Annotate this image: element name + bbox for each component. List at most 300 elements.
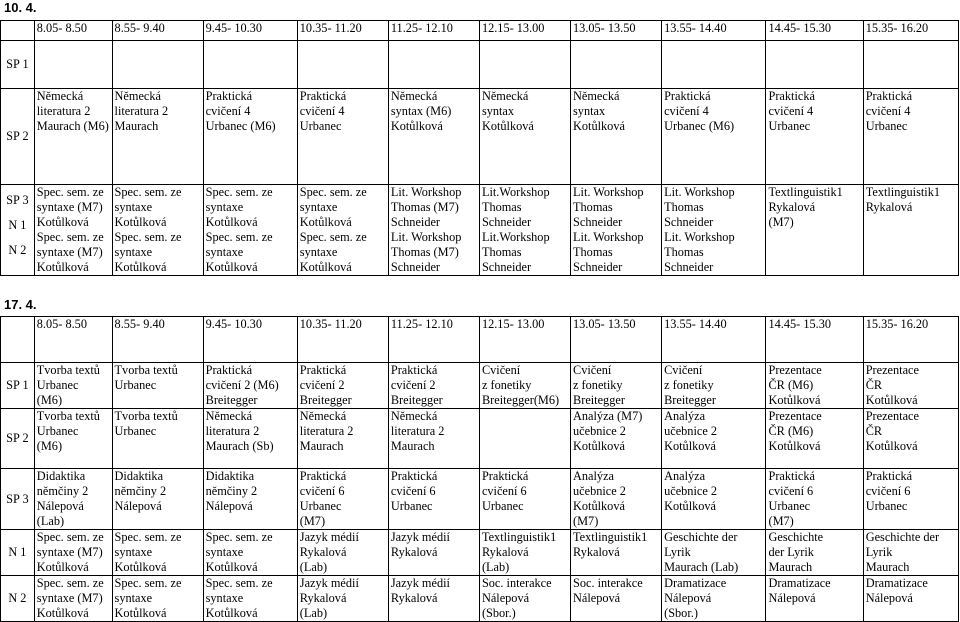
cell-line: Kotůlková (36, 260, 89, 274)
cell-line: cvičení 6 (390, 484, 436, 498)
cell-line: Breitegger (205, 393, 258, 407)
cell-line: Thomas (573, 245, 613, 259)
cell-line: Urbanec (865, 119, 908, 133)
cell-line: (Lab) (481, 560, 510, 574)
cell-line: Didaktika (114, 469, 164, 483)
time-slot-header: 13.05- 13.50 (571, 21, 662, 41)
cell-line: Kotůlková (481, 119, 534, 133)
group-label-text: N 2 (8, 242, 27, 257)
group-label (1, 89, 35, 185)
timetable-cell (203, 576, 297, 622)
cell-line: cvičení 2 (M6) (205, 378, 279, 392)
cell-line: Kotůlková (114, 260, 167, 274)
time-slot-header: 8.55- 9.40 (112, 317, 203, 363)
cell-line: syntaxe (114, 245, 153, 259)
cell-line: Cvičení (481, 363, 521, 377)
timetable-cell (297, 469, 388, 530)
cell-line: Urbanec (114, 424, 157, 438)
cell-line: literatura 2 (114, 104, 169, 118)
timetable-cell (34, 363, 112, 409)
cell-line: syntax (573, 104, 606, 118)
cell-line: učebnice 2 (664, 424, 718, 438)
group-label-text: SP 1 (6, 378, 29, 392)
cell-line: němčiny 2 (114, 484, 167, 498)
cell-line: Lit. Workshop (664, 230, 735, 244)
cell-line: Nálepová (768, 591, 816, 605)
cell-line: Analýza (M7) (573, 409, 643, 423)
cell-line: Praktická (390, 363, 438, 377)
time-slot-header: 8.05- 8.50 (34, 21, 112, 41)
cell-line: Praktická (768, 89, 815, 103)
time-slot-header: 13.55- 14.40 (662, 317, 766, 363)
cell-line: (Lab) (299, 560, 328, 574)
group-label-text: N 1 (8, 217, 27, 232)
cell-line: Lyrik (865, 545, 893, 559)
cell-line: Německá (299, 409, 347, 423)
cell-line: Lit. Workshop (390, 185, 462, 199)
cell-line: syntaxe (205, 545, 244, 559)
group-label-text: N 1 (8, 545, 27, 559)
cell-line: Thomas (664, 200, 704, 214)
cell-line: učebnice 2 (573, 484, 626, 498)
cell-line: Textlinguistik1 (481, 530, 557, 544)
timetable-cell (388, 185, 479, 276)
cell-line: Didaktika (205, 469, 255, 483)
cell-line: syntaxe (M7) (36, 545, 103, 559)
cell-line: Německá (390, 89, 438, 103)
cell-line: Lit. Workshop (573, 230, 644, 244)
cell-line: Spec. sem. ze (205, 576, 273, 590)
cell-line: Breitegger (573, 393, 625, 407)
timetable-cell (34, 576, 112, 622)
cell-line: Kotůlková (205, 260, 258, 274)
cell-line: Německá (573, 89, 620, 103)
cell-line: Spec. sem. ze (36, 576, 104, 590)
cell-line: syntaxe (205, 591, 244, 605)
cell-line: Lit. Workshop (573, 185, 644, 199)
cell-line: Praktická (768, 469, 815, 483)
timetable-day-1 (0, 20, 959, 276)
timetable-cell (863, 469, 958, 530)
cell-line: Jazyk médií (299, 530, 359, 544)
timetable-cell (203, 409, 297, 469)
timetable-cell (297, 41, 388, 89)
group-label-text: SP 2 (6, 129, 29, 143)
cell-line: Kotůlková (573, 439, 625, 453)
time-slot-header: 12.15- 13.00 (479, 21, 570, 41)
cell-line: literatura 2 (205, 424, 260, 438)
time-header-row (1, 317, 959, 363)
timetable-cell (388, 469, 479, 530)
timetable-cell (662, 469, 766, 530)
time-slot-header: 8.55- 9.40 (112, 21, 203, 41)
cell-line: Spec. sem. ze (205, 230, 273, 244)
cell-line: Textlinguistik1 (768, 185, 843, 199)
cell-line: Urbanec (768, 119, 811, 133)
cell-line: Kotůlková (299, 260, 352, 274)
timetable-cell (34, 469, 112, 530)
cell-line: Geschichte der (865, 530, 940, 544)
cell-line: Cvičení (573, 363, 612, 377)
cell-line: Německá (114, 89, 161, 103)
cell-line: Textlinguistik1 (573, 530, 648, 544)
timetable-cell (34, 409, 112, 469)
cell-line: Schneider (481, 260, 532, 274)
cell-line: (Sbor.) (481, 606, 516, 620)
cell-line: Lit.Workshop (481, 185, 550, 199)
cell-line: (M7) (768, 514, 794, 528)
cell-line: cvičení 2 (299, 378, 345, 392)
cell-line: Rykalová (865, 200, 913, 214)
table-row (1, 409, 959, 469)
cell-line: z fonetiky (664, 378, 714, 392)
group-label-text: SP 1 (6, 57, 29, 71)
timetable-cell (479, 530, 570, 576)
timetable-cell (863, 89, 958, 185)
cell-line: Rykalová (299, 591, 347, 605)
cell-line: ČR (M6) (768, 378, 814, 392)
cell-line: cvičení 6 (768, 484, 814, 498)
cell-line: Breitegger (390, 393, 443, 407)
timetable-cell (662, 530, 766, 576)
cell-line: Kotůlková (390, 119, 443, 133)
group-label-text: N 2 (8, 591, 27, 605)
cell-line: Kotůlková (573, 119, 625, 133)
cell-line: Praktická (299, 89, 347, 103)
timetable-cell (388, 89, 479, 185)
timetable-cell (388, 530, 479, 576)
cell-line: učebnice 2 (573, 424, 626, 438)
table-row (1, 363, 959, 409)
cell-line: Lyrik (664, 545, 691, 559)
timetable-cell (571, 41, 662, 89)
cell-line: cvičení 6 (299, 484, 345, 498)
cell-line: z fonetiky (481, 378, 532, 392)
time-slot-header: 12.15- 13.00 (479, 317, 570, 363)
timetable-cell (203, 185, 297, 276)
cell-line: Jazyk médií (390, 530, 450, 544)
timetable-cell (766, 530, 863, 576)
cell-line: Nálepová (36, 499, 84, 513)
cell-line: Kotůlková (114, 560, 167, 574)
cell-line: Tvorba textů (36, 409, 100, 423)
timetable-cell (571, 185, 662, 276)
time-slot-header: 14.45- 15.30 (766, 317, 863, 363)
cell-line: cvičení 4 (664, 104, 709, 118)
cell-line: Spec. sem. ze (205, 185, 273, 199)
cell-line: Lit.Workshop (481, 230, 550, 244)
cell-line: cvičení 6 (481, 484, 527, 498)
table-row (1, 530, 959, 576)
time-slot-header: 11.25- 12.10 (388, 21, 479, 41)
cell-line: Spec. sem. ze (36, 185, 104, 199)
cell-line: Kotůlková (664, 499, 717, 513)
timetable-cell (863, 576, 958, 622)
timetable-cell (479, 409, 570, 469)
cell-line: Praktická (481, 469, 529, 483)
cell-line: syntaxe (M7) (36, 200, 103, 214)
timetable-day-2 (0, 316, 959, 622)
timetable-cell (662, 185, 766, 276)
timetable-cell (863, 41, 958, 89)
timetable-cell (297, 409, 388, 469)
cell-line: Nálepová (573, 591, 621, 605)
cell-line: Tvorba textů (36, 363, 100, 377)
cell-line: Breitegger(M6) (481, 393, 560, 407)
cell-line: Nálepová (664, 591, 712, 605)
cell-line: cvičení 2 (390, 378, 436, 392)
cell-line: Kotůlková (573, 499, 625, 513)
timetable-cell (34, 185, 112, 276)
cell-line: ČR (M6) (768, 424, 814, 438)
cell-line: (M6) (36, 439, 63, 453)
cell-line: Rykalová (390, 545, 438, 559)
timetable-cell (388, 41, 479, 89)
timetable-cell (766, 363, 863, 409)
cell-line: Geschichte (768, 530, 824, 544)
cell-line: Urbanec (M6) (664, 119, 735, 133)
group-label (1, 576, 35, 622)
timetable-cell (297, 530, 388, 576)
timetable-cell (479, 41, 570, 89)
cell-line: Prezentace (768, 363, 822, 377)
cell-line: literatura 2 (36, 104, 91, 118)
cell-line: Kotůlková (768, 393, 821, 407)
time-slot-header: 13.55- 14.40 (662, 21, 766, 41)
timetable-cell (479, 185, 570, 276)
day-title-2: 17. 4. (4, 297, 37, 312)
header-corner (1, 21, 35, 41)
cell-line: Urbanec (299, 119, 342, 133)
timetable-cell (571, 576, 662, 622)
cell-line: Schneider (573, 215, 623, 229)
cell-line: Praktická (865, 89, 913, 103)
time-header-row (1, 21, 959, 41)
cell-line: Thomas (573, 200, 613, 214)
cell-line: Breitegger (299, 393, 352, 407)
time-slot-header: 13.05- 13.50 (571, 317, 662, 363)
cell-line: Nálepová (205, 499, 253, 513)
time-slot-header: 15.35- 16.20 (863, 317, 958, 363)
time-slot-header: 8.05- 8.50 (34, 317, 112, 363)
cell-line: Urbanec (768, 499, 811, 513)
cell-line: Schneider (573, 260, 623, 274)
cell-line: Spec. sem. ze (299, 185, 367, 199)
cell-line: Německá (205, 409, 253, 423)
timetable-cell (388, 363, 479, 409)
cell-line: Prezentace (865, 363, 919, 377)
cell-line: Lit. Workshop (664, 185, 735, 199)
cell-line: Schneider (481, 215, 532, 229)
cell-line: Kotůlková (36, 215, 89, 229)
table-row (1, 41, 959, 89)
cell-line: Jazyk médií (390, 576, 450, 590)
cell-line: (M7) (299, 514, 326, 528)
cell-line: Maurach (Lab) (664, 560, 739, 574)
cell-line: syntaxe (M7) (36, 245, 103, 259)
cell-line: Schneider (390, 260, 441, 274)
cell-line: syntaxe (114, 200, 153, 214)
cell-line: (M6) (36, 393, 63, 407)
cell-line: Kotůlková (36, 560, 89, 574)
timetable-cell (203, 469, 297, 530)
timetable-cell (766, 469, 863, 530)
cell-line: Geschichte der (664, 530, 738, 544)
table-row (1, 185, 959, 276)
cell-line: Soc. interakce (573, 576, 643, 590)
cell-line: Prezentace (768, 409, 822, 423)
timetable-cell (297, 185, 388, 276)
time-slot-header: 11.25- 12.10 (388, 317, 479, 363)
cell-line: syntaxe (114, 545, 153, 559)
timetable-cell (203, 89, 297, 185)
cell-line: Kotůlková (299, 215, 352, 229)
cell-line: Urbanec (M6) (205, 119, 276, 133)
cell-line: Kotůlková (865, 439, 918, 453)
cell-line: Thomas (481, 245, 522, 259)
cell-line: Maurach (Sb) (205, 439, 274, 453)
timetable-cell (863, 530, 958, 576)
cell-line: Soc. interakce (481, 576, 552, 590)
cell-line: Praktická (664, 89, 711, 103)
cell-line: němčiny 2 (205, 484, 258, 498)
timetable-cell (112, 185, 203, 276)
table-row (1, 469, 959, 530)
time-slot-header: 10.35- 11.20 (297, 317, 388, 363)
cell-line: Analýza (573, 469, 614, 483)
group-label (1, 530, 35, 576)
cell-line: Schneider (664, 215, 714, 229)
timetable-cell (297, 363, 388, 409)
timetable-cell (571, 530, 662, 576)
cell-line: cvičení 4 (205, 104, 251, 118)
cell-line: cvičení 4 (299, 104, 345, 118)
cell-line: cvičení 4 (768, 104, 814, 118)
cell-line: Německá (481, 89, 529, 103)
cell-line: syntaxe (299, 200, 338, 214)
cell-line: Praktická (865, 469, 913, 483)
timetable-cell (662, 363, 766, 409)
cell-line: Kotůlková (114, 215, 167, 229)
cell-line: Schneider (390, 215, 441, 229)
timetable-cell (662, 41, 766, 89)
cell-line: Spec. sem. ze (114, 230, 182, 244)
cell-line: Maurach (M6) (36, 119, 109, 133)
cell-line: Praktická (299, 469, 347, 483)
cell-line: Urbanec (36, 424, 79, 438)
timetable-cell (388, 409, 479, 469)
cell-line: Maurach (865, 560, 910, 574)
cell-line: syntax (M6) (390, 104, 452, 118)
cell-line: Rykalová (481, 545, 529, 559)
cell-line: Spec. sem. ze (299, 230, 367, 244)
cell-line: Tvorba textů (114, 363, 178, 377)
cell-line: z fonetiky (573, 378, 623, 392)
cell-line: (Sbor.) (664, 606, 698, 620)
cell-line: Jazyk médií (299, 576, 359, 590)
cell-line: Urbanec (390, 499, 433, 513)
cell-line: (M7) (573, 514, 599, 528)
cell-line: Nálepová (481, 591, 530, 605)
cell-line: Schneider (664, 260, 714, 274)
cell-line: syntaxe (114, 591, 153, 605)
timetable-cell (479, 363, 570, 409)
group-label-text: SP 3 (6, 491, 29, 506)
timetable-cell (662, 576, 766, 622)
cell-line: Praktická (205, 89, 253, 103)
timetable-cell (766, 576, 863, 622)
cell-line: Praktická (390, 469, 438, 483)
time-slot-header: 9.45- 10.30 (203, 21, 297, 41)
cell-line: Thomas (481, 200, 522, 214)
group-label (1, 185, 35, 276)
cell-line: ČR (865, 378, 883, 392)
cell-line: Analýza (664, 409, 706, 423)
timetable-cell (863, 409, 958, 469)
time-slot-header: 9.45- 10.30 (203, 317, 297, 363)
timetable-cell (571, 469, 662, 530)
timetable-cell (112, 576, 203, 622)
cell-line: Spec. sem. ze (114, 576, 182, 590)
timetable-cell (571, 89, 662, 185)
timetable-cell (766, 41, 863, 89)
timetable-cell (662, 409, 766, 469)
timetable-cell (112, 409, 203, 469)
cell-line: Urbanec (299, 499, 342, 513)
group-label-text: SP 3 (6, 192, 29, 207)
timetable-cell (297, 576, 388, 622)
day-title-1: 10. 4. (4, 0, 37, 15)
cell-line: němčiny 2 (36, 484, 89, 498)
cell-line: Praktická (299, 363, 347, 377)
timetable-cell (571, 363, 662, 409)
group-label (1, 469, 35, 530)
cell-line: Urbanec (36, 378, 79, 392)
cell-line: cvičení 6 (865, 484, 911, 498)
cell-line: Maurach (114, 119, 159, 133)
timetable-cell (112, 41, 203, 89)
cell-line: Rykalová (299, 545, 347, 559)
header-corner (1, 317, 35, 363)
time-slot-header: 15.35- 16.20 (863, 21, 958, 41)
cell-line: Spec. sem. ze (205, 530, 273, 544)
timetable-cell (571, 409, 662, 469)
timetable-cell (766, 89, 863, 185)
group-label (1, 409, 35, 469)
cell-line: Dramatizace (865, 576, 928, 590)
timetable-cell (34, 41, 112, 89)
group-label (1, 363, 35, 409)
cell-line: Kotůlková (114, 606, 167, 620)
cell-line: cvičení 4 (865, 104, 911, 118)
cell-line: syntaxe (M7) (36, 591, 103, 605)
timetable-cell (34, 530, 112, 576)
cell-line: Prezentace (865, 409, 919, 423)
cell-line: Kotůlková (205, 606, 258, 620)
cell-line: Breitegger (664, 393, 716, 407)
cell-line: Cvičení (664, 363, 703, 377)
cell-line: Kotůlková (205, 560, 258, 574)
cell-line: syntaxe (299, 245, 338, 259)
cell-line: Spec. sem. ze (114, 185, 182, 199)
timetable-cell (203, 41, 297, 89)
cell-line: (Lab) (36, 514, 65, 528)
cell-line: der Lyrik (768, 545, 814, 559)
timetable-cell (479, 576, 570, 622)
cell-line: učebnice 2 (664, 484, 718, 498)
cell-line: syntaxe (205, 200, 244, 214)
table-row (1, 576, 959, 622)
